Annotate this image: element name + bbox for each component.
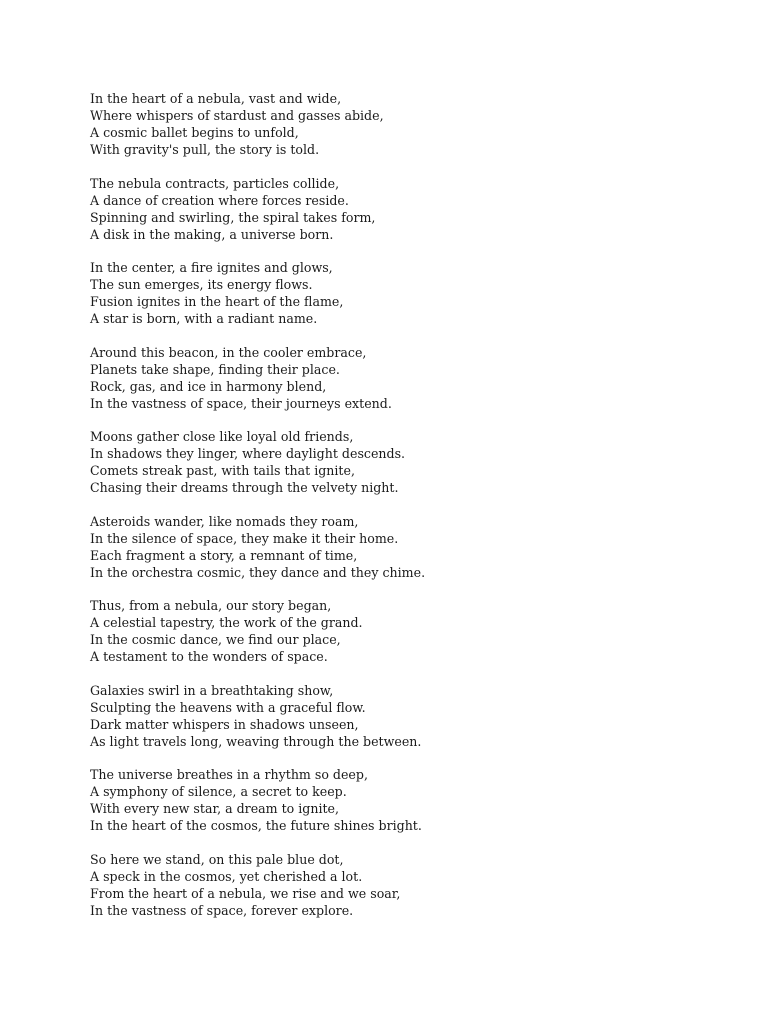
poem-stanza: [90, 513, 730, 581]
poem-line: In the orchestra cosmic, they dance and they chime.: [90, 564, 426, 580]
poem-stanza: [90, 597, 730, 665]
poem-line: Galaxies swirl in a breathtaking show,: [90, 682, 334, 698]
poem-stanza: [90, 175, 730, 243]
poem-line: Chasing their dreams through the velvety night.: [90, 480, 399, 495]
poem-line: In the silence of space, they make it their home.: [90, 530, 399, 546]
poem-line: Comets streak past, with tails that ignite,: [90, 463, 355, 478]
poem-line: A disk in the making, a universe born.: [90, 226, 334, 242]
poem-line: In the heart of the cosmos, the future shines bright.: [90, 818, 422, 833]
poem-line: A speck in the cosmos, yet cherished a lot.: [90, 868, 363, 884]
poem-line: A star is born, with a radiant name.: [90, 311, 318, 326]
poem-line: Spinning and swirling, the spiral takes form,: [90, 209, 376, 225]
poem-line: In the heart of a nebula, vast and wide,: [90, 91, 342, 106]
poem-line: Fusion ignites in the heart of the flame,: [90, 294, 344, 309]
poem-line: In the vastness of space, their journeys extend.: [90, 395, 392, 411]
poem-line: From the heart of a nebula, we rise and we soar,: [90, 885, 401, 901]
poem-line: In the center, a fire ignites and glows,: [90, 260, 333, 275]
poem-stanza: [90, 428, 730, 496]
poem-line: In the vastness of space, forever explore.: [90, 902, 354, 918]
poem-line: So here we stand, on this pale blue dot,: [90, 851, 344, 867]
poem-line: A testament to the wonders of space.: [90, 649, 328, 664]
poem-stanza: [90, 344, 730, 412]
poem-line: Around this beacon, in the cooler embrace,: [90, 344, 367, 360]
poem-stanza: [90, 851, 730, 919]
poem-line: With gravity's pull, the story is told.: [90, 142, 320, 157]
poem-line: Asteroids wander, like nomads they roam,: [90, 513, 359, 529]
poem-line: With every new star, a dream to ignite,: [90, 801, 339, 816]
poem-stanza: [90, 259, 730, 327]
poem-stanza: [90, 90, 730, 158]
poem-line: The sun emerges, its energy flows.: [90, 277, 313, 292]
poem-line: Each fragment a story, a remnant of time,: [90, 547, 358, 563]
poem-line: In shadows they linger, where daylight descends.: [90, 446, 406, 461]
poem-stanza: [90, 766, 730, 834]
poem-line: In the cosmic dance, we find our place,: [90, 632, 341, 647]
poem-line: Rock, gas, and ice in harmony blend,: [90, 378, 327, 394]
poem-line: Planets take shape, finding their place.: [90, 361, 340, 377]
poem-line: The universe breathes in a rhythm so deep,: [90, 767, 368, 782]
poem-line: Dark matter whispers in shadows unseen,: [90, 716, 359, 732]
poem-line: A celestial tapestry, the work of the grand.: [90, 615, 363, 630]
poem-line: Moons gather close like loyal old friends,: [90, 429, 354, 444]
poem-line: Where whispers of stardust and gasses abide,: [90, 108, 384, 123]
poem-stanza: [90, 682, 730, 750]
poem-line: As light travels long, weaving through the between.: [90, 733, 422, 749]
poem-line: Thus, from a nebula, our story began,: [90, 598, 332, 613]
poem-line: The nebula contracts, particles collide,: [90, 175, 340, 191]
poem-body: [90, 90, 730, 935]
poem-line: Sculpting the heavens with a graceful flow.: [90, 699, 366, 715]
poem-line: A dance of creation where forces reside.: [90, 192, 349, 208]
poem-line: A symphony of silence, a secret to keep.: [90, 784, 347, 799]
poem-line: A cosmic ballet begins to unfold,: [90, 125, 299, 140]
